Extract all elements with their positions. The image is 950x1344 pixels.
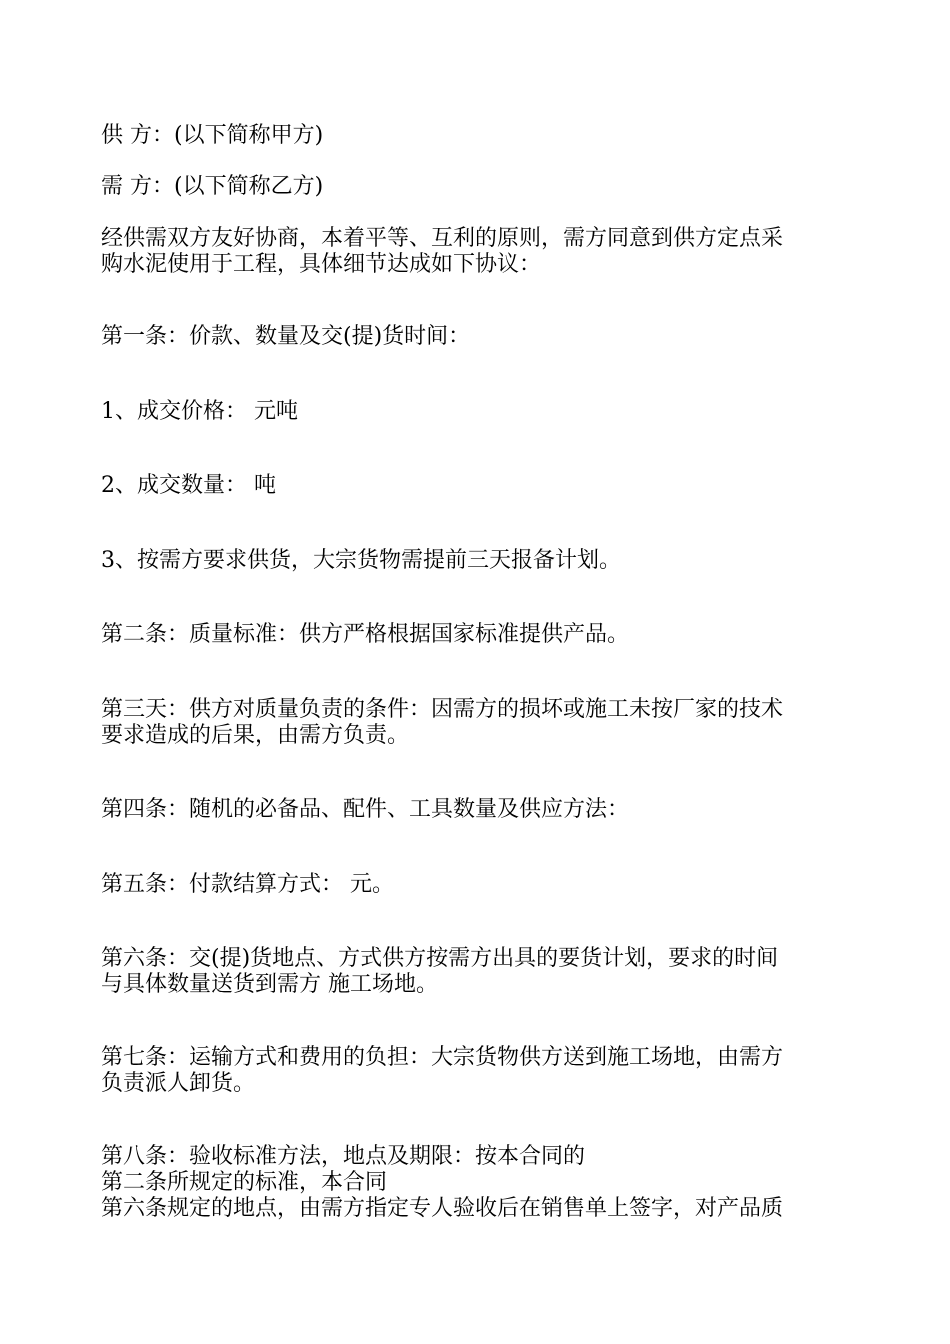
article-5: 第五条：付款结算方式： 元。 bbox=[101, 872, 394, 897]
article-6-line-2: 与具体数量送货到需方 施工场地。 bbox=[101, 972, 438, 997]
intro-line-1: 经供需双方友好协商，本着平等、互利的原则，需方同意到供方定点采 bbox=[101, 226, 784, 251]
article-4: 第四条：随机的必备品、配件、工具数量及供应方法： bbox=[101, 797, 630, 822]
article-1-item-2: 2、成交数量： 吨 bbox=[101, 473, 276, 498]
article-3-line-2: 要求造成的后果，由需方负责。 bbox=[101, 723, 410, 748]
article-6-line-1: 第六条：交(提)货地点、方式供方按需方出具的要货计划，要求的时间 bbox=[101, 946, 779, 971]
article-7-line-1: 第七条：运输方式和费用的负担：大宗货物供方送到施工场地，由需方 bbox=[101, 1045, 784, 1070]
party-supplier: 供 方：(以下简称甲方) bbox=[101, 123, 324, 148]
intro-line-2: 购水泥使用于工程，具体细节达成如下协议： bbox=[101, 252, 542, 277]
article-8-line-1: 第八条：验收标准方法，地点及期限：按本合同的 bbox=[101, 1144, 586, 1169]
article-7-line-2: 负责派人卸货。 bbox=[101, 1071, 256, 1096]
party-buyer: 需 方：(以下简称乙方) bbox=[101, 174, 324, 199]
article-8-line-3: 第六条规定的地点，由需方指定专人验收后在销售单上签字，对产品质 bbox=[101, 1196, 784, 1221]
article-8-line-2: 第二条所规定的标准，本合同 bbox=[101, 1170, 388, 1195]
article-1-item-3: 3、按需方要求供货，大宗货物需提前三天报备计划。 bbox=[101, 548, 621, 573]
article-1-heading: 第一条：价款、数量及交(提)货时间： bbox=[101, 324, 471, 349]
article-2: 第二条：质量标准：供方严格根据国家标准提供产品。 bbox=[101, 622, 630, 647]
article-1-item-1: 1、成交价格： 元吨 bbox=[101, 399, 298, 424]
article-3-line-1: 第三天：供方对质量负责的条件：因需方的损坏或施工未按厂家的技术 bbox=[101, 697, 784, 722]
